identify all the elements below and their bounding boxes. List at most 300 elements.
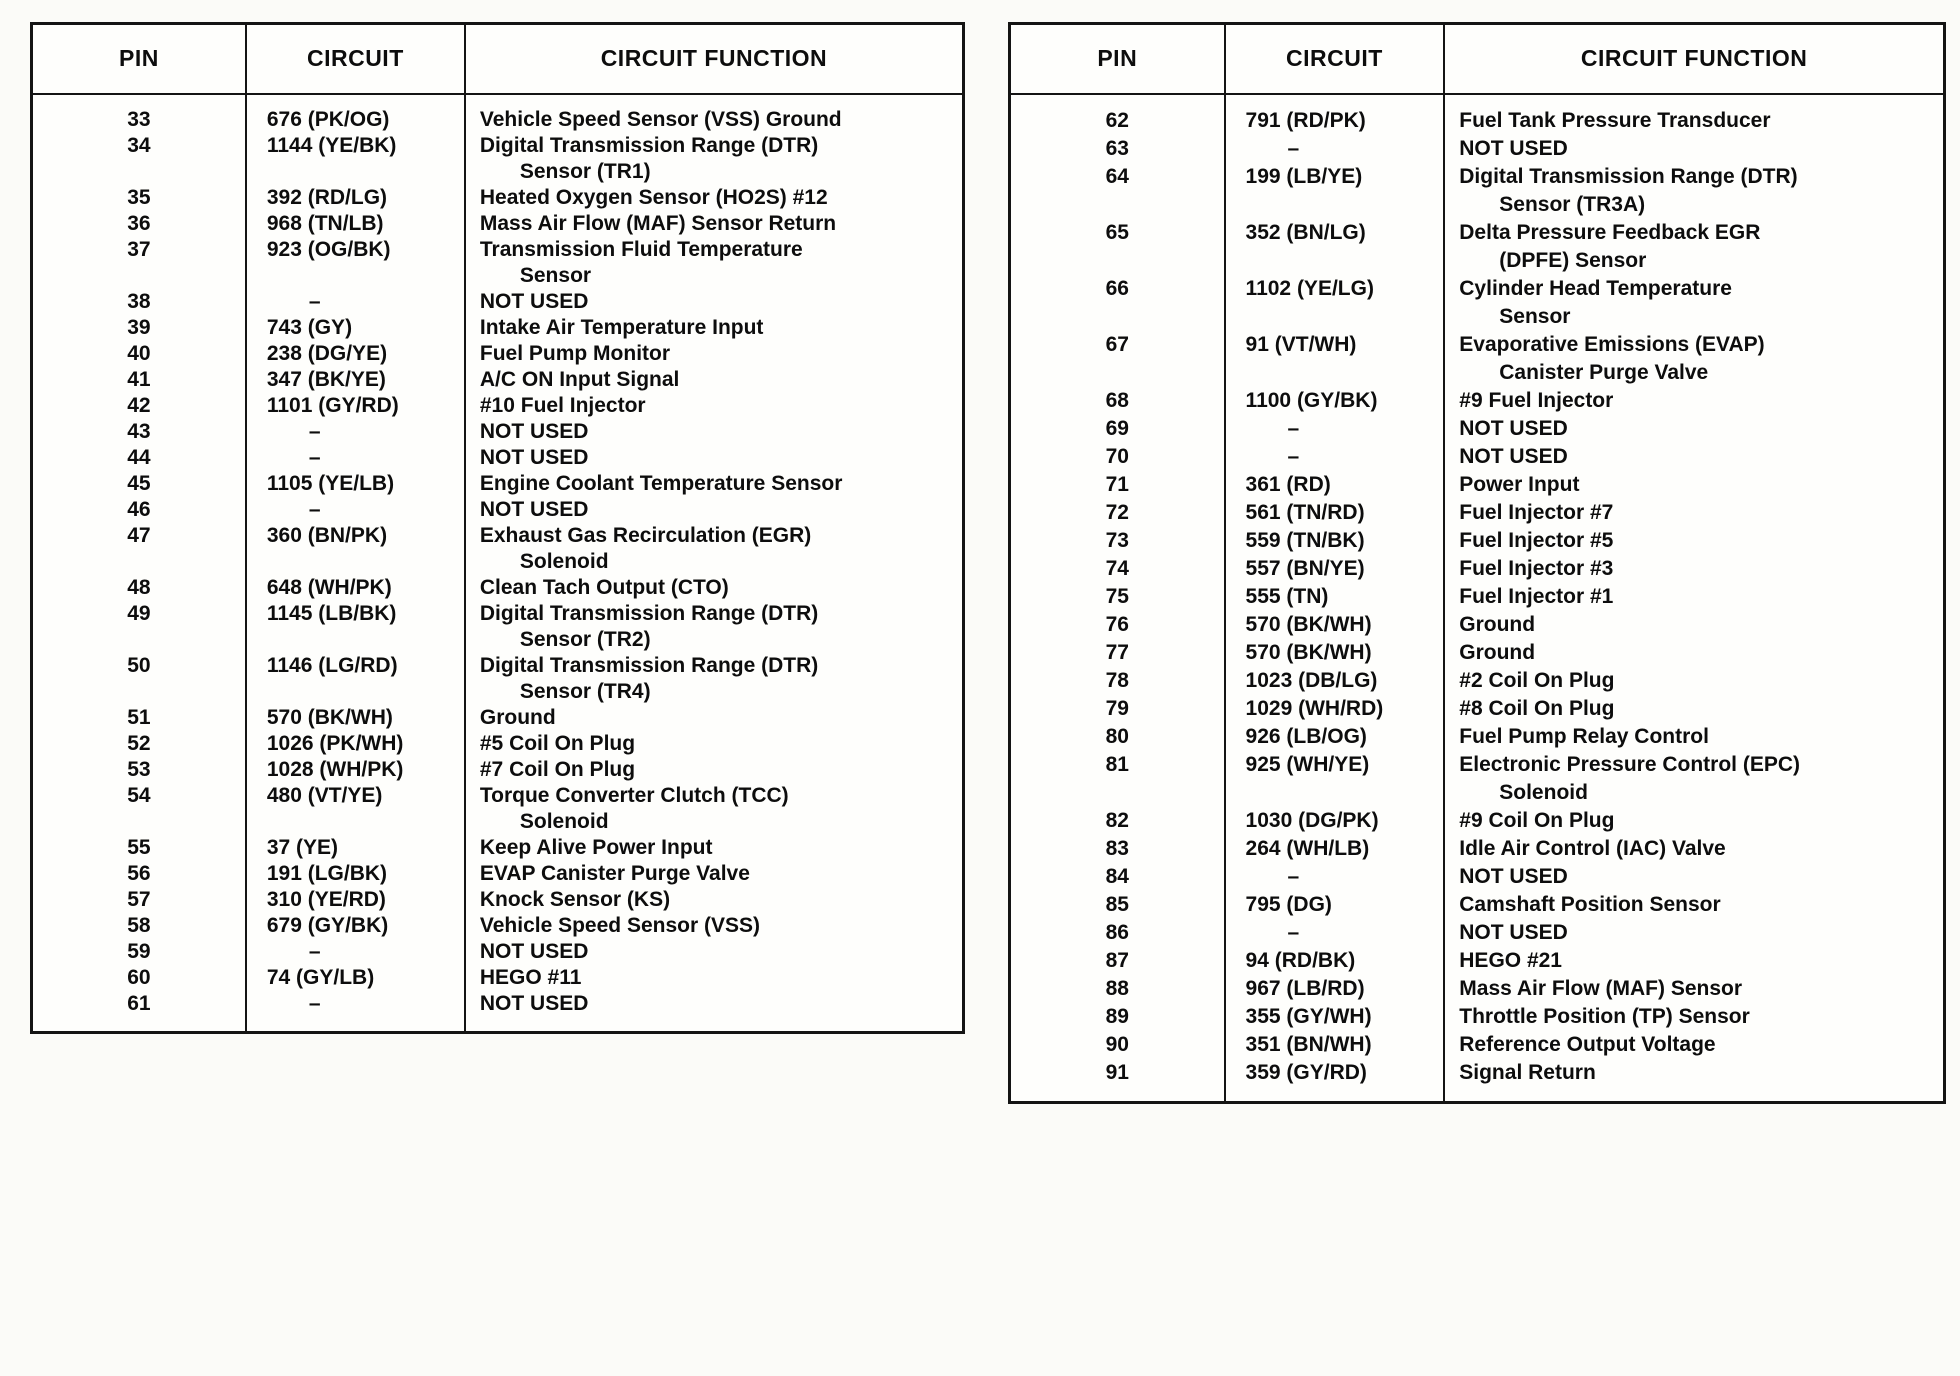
circuit-id: 559 (TN/BK) <box>1225 527 1445 555</box>
circuit-id: – <box>1225 919 1445 947</box>
pin-number: 73 <box>1010 527 1225 555</box>
pin-number: 59 <box>32 939 246 965</box>
pin-number: 90 <box>1010 1031 1225 1059</box>
pin-row <box>1010 1059 1945 1103</box>
pin-number: 82 <box>1010 807 1225 835</box>
pin-table-right <box>1008 22 1946 1104</box>
pin-row <box>32 211 964 237</box>
circuit-function-line: HEGO #11 <box>479 965 582 989</box>
pin-row <box>1010 94 1945 135</box>
circuit-function-line: Fuel Tank Pressure Transducer <box>1459 108 1771 132</box>
pin-number: 45 <box>32 471 246 497</box>
pin-number: 61 <box>32 991 246 1033</box>
circuit-function-line: Transmission Fluid Temperature <box>479 237 803 261</box>
pin-row <box>1010 611 1945 639</box>
pin-number: 62 <box>1010 94 1225 135</box>
pin-row <box>32 783 964 835</box>
circuit-function <box>465 705 964 731</box>
circuit-id: 392 (RD/LG) <box>246 185 465 211</box>
circuit-function <box>1444 1031 1944 1059</box>
pin-row <box>32 887 964 913</box>
pin-row <box>1010 639 1945 667</box>
circuit-id: – <box>246 991 465 1033</box>
circuit-function <box>1444 807 1944 835</box>
circuit-function-line: Clean Tach Output (CTO) <box>479 575 729 599</box>
circuit-id: 570 (BK/WH) <box>246 705 465 731</box>
circuit-function-continuation-line: Sensor <box>1499 304 1571 328</box>
circuit-id: 91 (VT/WH) <box>1225 331 1445 387</box>
pin-number: 78 <box>1010 667 1225 695</box>
circuit-function-line: HEGO #21 <box>1459 948 1562 972</box>
pin-number: 41 <box>32 367 246 393</box>
pin-row <box>1010 947 1945 975</box>
circuit-function <box>465 835 964 861</box>
pin-row <box>1010 863 1945 891</box>
circuit-id: 1029 (WH/RD) <box>1225 695 1445 723</box>
circuit-function-line: #2 Coil On Plug <box>1459 668 1615 692</box>
pin-number: 33 <box>32 94 246 133</box>
pin-row <box>32 133 964 185</box>
circuit-function <box>1444 723 1944 751</box>
pin-row <box>32 367 964 393</box>
column-header-circuit: CIRCUIT <box>1225 24 1445 94</box>
circuit-function <box>1444 415 1944 443</box>
circuit-id: – <box>246 419 465 445</box>
circuit-function-continuation-line: (DPFE) Sensor <box>1499 248 1647 272</box>
circuit-function <box>1444 695 1944 723</box>
circuit-function-line: Digital Transmission Range (DTR) <box>1459 164 1798 188</box>
circuit-function-continuation-line: Canister Purge Valve <box>1499 360 1709 384</box>
pin-row <box>1010 919 1945 947</box>
circuit-id: – <box>1225 135 1445 163</box>
pin-number: 69 <box>1010 415 1225 443</box>
pin-row <box>1010 443 1945 471</box>
circuit-function-line: Fuel Injector #1 <box>1459 584 1614 608</box>
pin-row <box>1010 555 1945 583</box>
circuit-function <box>465 471 964 497</box>
circuit-function-line: Fuel Injector #3 <box>1459 556 1614 580</box>
circuit-function <box>1444 583 1944 611</box>
circuit-id: 360 (BN/PK) <box>246 523 465 575</box>
circuit-id: 679 (GY/BK) <box>246 913 465 939</box>
pin-number: 77 <box>1010 639 1225 667</box>
pin-row <box>32 523 964 575</box>
circuit-function-line: Intake Air Temperature Input <box>479 315 764 339</box>
circuit-function <box>465 913 964 939</box>
pin-number: 47 <box>32 523 246 575</box>
pin-row <box>32 341 964 367</box>
pin-number: 39 <box>32 315 246 341</box>
pin-number: 85 <box>1010 891 1225 919</box>
circuit-function <box>1444 1003 1944 1031</box>
circuit-function <box>1444 443 1944 471</box>
pin-number: 79 <box>1010 695 1225 723</box>
circuit-id: 570 (BK/WH) <box>1225 639 1445 667</box>
pin-number: 56 <box>32 861 246 887</box>
pin-number: 34 <box>32 133 246 185</box>
pin-row <box>1010 807 1945 835</box>
circuit-function-line: NOT USED <box>479 289 589 313</box>
circuit-id: 555 (TN) <box>1225 583 1445 611</box>
pin-row <box>32 185 964 211</box>
circuit-id: 1026 (PK/WH) <box>246 731 465 757</box>
circuit-function-line: EVAP Canister Purge Valve <box>479 861 750 885</box>
circuit-id: 791 (RD/PK) <box>1225 94 1445 135</box>
header-row <box>1010 24 1945 94</box>
pin-number: 67 <box>1010 331 1225 387</box>
circuit-function-line: Fuel Pump Relay Control <box>1459 724 1709 748</box>
pin-number: 48 <box>32 575 246 601</box>
circuit-function-line: #5 Coil On Plug <box>479 731 636 755</box>
circuit-function-line: Idle Air Control (IAC) Valve <box>1459 836 1726 860</box>
circuit-function-continuation-line: Sensor <box>519 263 592 287</box>
circuit-function-line: Heated Oxygen Sensor (HO2S) #12 <box>479 185 828 209</box>
pin-row <box>32 653 964 705</box>
circuit-id: 967 (LB/RD) <box>1225 975 1445 1003</box>
circuit-function <box>465 393 964 419</box>
circuit-function-line: Evaporative Emissions (EVAP) <box>1459 332 1765 356</box>
pin-row <box>32 393 964 419</box>
pin-row <box>1010 667 1945 695</box>
circuit-function-line: Ground <box>479 705 556 729</box>
circuit-function <box>465 653 964 705</box>
pin-number: 74 <box>1010 555 1225 583</box>
pin-number: 72 <box>1010 499 1225 527</box>
circuit-function-line: NOT USED <box>479 497 589 521</box>
circuit-function-line: Engine Coolant Temperature Sensor <box>479 471 843 495</box>
circuit-function-line: Torque Converter Clutch (TCC) <box>479 783 789 807</box>
pin-number: 68 <box>1010 387 1225 415</box>
pin-number: 66 <box>1010 275 1225 331</box>
circuit-function <box>1444 387 1944 415</box>
pin-row <box>1010 723 1945 751</box>
column-header-function: CIRCUIT FUNCTION <box>1444 24 1944 94</box>
circuit-id: 351 (BN/WH) <box>1225 1031 1445 1059</box>
circuit-id: 925 (WH/YE) <box>1225 751 1445 807</box>
circuit-function <box>465 523 964 575</box>
pin-row <box>1010 835 1945 863</box>
circuit-function-line: Ground <box>1459 612 1536 636</box>
pin-row <box>1010 275 1945 331</box>
pin-number: 80 <box>1010 723 1225 751</box>
circuit-function-line: #9 Coil On Plug <box>1459 808 1615 832</box>
circuit-function-line: Fuel Injector #7 <box>1459 500 1614 524</box>
circuit-id: – <box>1225 443 1445 471</box>
circuit-id: 561 (TN/RD) <box>1225 499 1445 527</box>
circuit-id: 676 (PK/OG) <box>246 94 465 133</box>
circuit-function <box>465 237 964 289</box>
pin-number: 70 <box>1010 443 1225 471</box>
circuit-id: 352 (BN/LG) <box>1225 219 1445 275</box>
circuit-function-line: Fuel Injector #5 <box>1459 528 1614 552</box>
circuit-function <box>465 133 964 185</box>
circuit-id: 1105 (YE/LB) <box>246 471 465 497</box>
pin-row <box>1010 219 1945 275</box>
circuit-function <box>465 757 964 783</box>
circuit-id: 1144 (YE/BK) <box>246 133 465 185</box>
circuit-function <box>465 965 964 991</box>
pin-number: 83 <box>1010 835 1225 863</box>
circuit-function-line: NOT USED <box>479 419 589 443</box>
pin-number: 91 <box>1010 1059 1225 1103</box>
pin-number: 42 <box>32 393 246 419</box>
column-header-pin: PIN <box>1010 24 1225 94</box>
circuit-function-line: #10 Fuel Injector <box>479 393 646 417</box>
circuit-function <box>465 185 964 211</box>
pin-number: 75 <box>1010 583 1225 611</box>
circuit-id: 1023 (DB/LG) <box>1225 667 1445 695</box>
pin-number: 60 <box>32 965 246 991</box>
pin-number: 49 <box>32 601 246 653</box>
pin-number: 43 <box>32 419 246 445</box>
circuit-function-line: Reference Output Voltage <box>1459 1032 1716 1056</box>
circuit-function-line: NOT USED <box>1459 136 1568 160</box>
circuit-function <box>1444 94 1944 135</box>
circuit-function-line: Fuel Pump Monitor <box>479 341 671 365</box>
pin-row <box>32 757 964 783</box>
pin-number: 81 <box>1010 751 1225 807</box>
pin-row <box>32 939 964 965</box>
circuit-function <box>1444 947 1944 975</box>
circuit-id: – <box>246 445 465 471</box>
circuit-function-line: Vehicle Speed Sensor (VSS) Ground <box>479 107 842 131</box>
circuit-function-line: NOT USED <box>479 445 589 469</box>
circuit-id: 359 (GY/RD) <box>1225 1059 1445 1103</box>
circuit-id: 1101 (GY/RD) <box>246 393 465 419</box>
circuit-id: – <box>1225 415 1445 443</box>
circuit-function-line: Vehicle Speed Sensor (VSS) <box>479 913 760 937</box>
circuit-id: 238 (DG/YE) <box>246 341 465 367</box>
circuit-function-line: Ground <box>1459 640 1536 664</box>
column-header-pin: PIN <box>32 24 246 94</box>
circuit-function <box>1444 275 1944 331</box>
circuit-id: 1102 (YE/LG) <box>1225 275 1445 331</box>
circuit-id: 37 (YE) <box>246 835 465 861</box>
pin-row <box>1010 751 1945 807</box>
circuit-function <box>1444 667 1944 695</box>
circuit-id: – <box>246 497 465 523</box>
pin-number: 40 <box>32 341 246 367</box>
pin-row <box>1010 1003 1945 1031</box>
circuit-function <box>1444 975 1944 1003</box>
pin-row <box>1010 1031 1945 1059</box>
pin-row <box>32 965 964 991</box>
circuit-function-continuation-line: Sensor (TR4) <box>519 679 651 703</box>
circuit-id: – <box>246 939 465 965</box>
circuit-function <box>1444 527 1944 555</box>
circuit-id: 648 (WH/PK) <box>246 575 465 601</box>
circuit-function <box>1444 1059 1944 1103</box>
circuit-function <box>1444 331 1944 387</box>
pin-number: 57 <box>32 887 246 913</box>
pin-table-left <box>30 22 965 1034</box>
circuit-function-line: Camshaft Position Sensor <box>1459 892 1721 916</box>
pin-number: 84 <box>1010 863 1225 891</box>
circuit-id: 480 (VT/YE) <box>246 783 465 835</box>
circuit-function <box>1444 639 1944 667</box>
pin-row <box>1010 135 1945 163</box>
circuit-function-line: NOT USED <box>479 991 589 1015</box>
circuit-id: 347 (BK/YE) <box>246 367 465 393</box>
circuit-function-line: Delta Pressure Feedback EGR <box>1459 220 1761 244</box>
pin-row <box>32 237 964 289</box>
circuit-function <box>465 289 964 315</box>
pin-row <box>32 731 964 757</box>
circuit-id: 1030 (DG/PK) <box>1225 807 1445 835</box>
circuit-function <box>465 315 964 341</box>
pin-row <box>1010 163 1945 219</box>
pin-number: 71 <box>1010 471 1225 499</box>
circuit-function-continuation-line: Sensor (TR2) <box>519 627 651 651</box>
circuit-function <box>465 419 964 445</box>
pin-row <box>32 913 964 939</box>
pin-number: 63 <box>1010 135 1225 163</box>
circuit-function-line: Exhaust Gas Recirculation (EGR) <box>479 523 812 547</box>
pin-number: 88 <box>1010 975 1225 1003</box>
circuit-id: 1028 (WH/PK) <box>246 757 465 783</box>
pin-row <box>32 705 964 731</box>
pin-row <box>32 445 964 471</box>
pin-number: 87 <box>1010 947 1225 975</box>
pin-row <box>32 861 964 887</box>
pin-row <box>32 419 964 445</box>
circuit-id: 199 (LB/YE) <box>1225 163 1445 219</box>
pin-number: 35 <box>32 185 246 211</box>
pin-row <box>32 601 964 653</box>
circuit-function-line: Mass Air Flow (MAF) Sensor Return <box>479 211 837 235</box>
circuit-function <box>465 861 964 887</box>
pin-number: 50 <box>32 653 246 705</box>
circuit-function <box>465 445 964 471</box>
pin-row <box>1010 331 1945 387</box>
circuit-function <box>465 94 964 133</box>
circuit-function-continuation-line: Sensor (TR1) <box>519 159 651 183</box>
pin-number: 58 <box>32 913 246 939</box>
pin-row <box>32 94 964 133</box>
circuit-function-line: Electronic Pressure Control (EPC) <box>1459 752 1801 776</box>
circuit-function-line: #8 Coil On Plug <box>1459 696 1615 720</box>
circuit-id: 968 (TN/LB) <box>246 211 465 237</box>
circuit-function <box>1444 751 1944 807</box>
circuit-id: 310 (YE/RD) <box>246 887 465 913</box>
circuit-id: 570 (BK/WH) <box>1225 611 1445 639</box>
circuit-function-line: NOT USED <box>1459 444 1568 468</box>
pin-row <box>1010 499 1945 527</box>
circuit-function-line: Power Input <box>1459 472 1580 496</box>
circuit-function <box>465 575 964 601</box>
circuit-function-line: #7 Coil On Plug <box>479 757 636 781</box>
circuit-function <box>1444 891 1944 919</box>
pin-number: 54 <box>32 783 246 835</box>
header-row <box>32 24 964 94</box>
circuit-function-continuation-line: Solenoid <box>519 809 609 833</box>
circuit-function-line: Digital Transmission Range (DTR) <box>479 601 819 625</box>
circuit-function-line: Keep Alive Power Input <box>479 835 713 859</box>
circuit-function <box>465 939 964 965</box>
circuit-function-line: Mass Air Flow (MAF) Sensor <box>1459 976 1743 1000</box>
pin-number: 52 <box>32 731 246 757</box>
pin-row <box>32 835 964 861</box>
circuit-id: 361 (RD) <box>1225 471 1445 499</box>
pin-number: 37 <box>32 237 246 289</box>
circuit-function-line: NOT USED <box>1459 416 1568 440</box>
pin-row <box>1010 891 1945 919</box>
circuit-function <box>465 783 964 835</box>
circuit-function <box>1444 219 1944 275</box>
pin-row <box>1010 471 1945 499</box>
circuit-id: – <box>246 289 465 315</box>
circuit-id: 74 (GY/LB) <box>246 965 465 991</box>
circuit-id: 1146 (LG/RD) <box>246 653 465 705</box>
circuit-function-line: A/C ON Input Signal <box>479 367 680 391</box>
pin-row <box>1010 387 1945 415</box>
circuit-function <box>465 341 964 367</box>
circuit-function-line: NOT USED <box>1459 864 1568 888</box>
circuit-function <box>1444 555 1944 583</box>
pin-number: 55 <box>32 835 246 861</box>
circuit-id: – <box>1225 863 1445 891</box>
pin-row <box>32 497 964 523</box>
circuit-function-line: Throttle Position (TP) Sensor <box>1459 1004 1750 1028</box>
circuit-id: 743 (GY) <box>246 315 465 341</box>
circuit-function <box>465 497 964 523</box>
pin-row <box>32 471 964 497</box>
pin-row <box>32 315 964 341</box>
pin-number: 46 <box>32 497 246 523</box>
pin-row <box>32 289 964 315</box>
circuit-function-continuation-line: Sensor (TR3A) <box>1499 192 1646 216</box>
circuit-id: 1145 (LB/BK) <box>246 601 465 653</box>
circuit-id: 94 (RD/BK) <box>1225 947 1445 975</box>
circuit-function <box>1444 471 1944 499</box>
circuit-function <box>465 887 964 913</box>
pin-number: 53 <box>32 757 246 783</box>
circuit-function <box>1444 863 1944 891</box>
circuit-function <box>465 367 964 393</box>
circuit-function-line: NOT USED <box>479 939 589 963</box>
pin-number: 89 <box>1010 1003 1225 1031</box>
circuit-function <box>1444 919 1944 947</box>
circuit-function <box>1444 611 1944 639</box>
circuit-function <box>1444 835 1944 863</box>
pin-row <box>32 575 964 601</box>
circuit-function-line: Digital Transmission Range (DTR) <box>479 133 819 157</box>
pin-row <box>32 991 964 1033</box>
circuit-function-line: Cylinder Head Temperature <box>1459 276 1732 300</box>
circuit-id: 1100 (GY/BK) <box>1225 387 1445 415</box>
circuit-id: 926 (LB/OG) <box>1225 723 1445 751</box>
circuit-function-line: Knock Sensor (KS) <box>479 887 671 911</box>
circuit-function-line: Signal Return <box>1459 1060 1596 1084</box>
circuit-function-continuation-line: Solenoid <box>1499 780 1588 804</box>
circuit-id: 191 (LG/BK) <box>246 861 465 887</box>
circuit-function <box>465 601 964 653</box>
column-header-circuit: CIRCUIT <box>246 24 465 94</box>
pin-row <box>1010 527 1945 555</box>
circuit-function <box>1444 163 1944 219</box>
circuit-function <box>1444 499 1944 527</box>
circuit-id: 264 (WH/LB) <box>1225 835 1445 863</box>
pin-number: 36 <box>32 211 246 237</box>
pin-number: 38 <box>32 289 246 315</box>
pin-number: 65 <box>1010 219 1225 275</box>
pin-number: 76 <box>1010 611 1225 639</box>
pin-number: 44 <box>32 445 246 471</box>
circuit-id: 795 (DG) <box>1225 891 1445 919</box>
pin-number: 64 <box>1010 163 1225 219</box>
circuit-function <box>465 991 964 1033</box>
circuit-function-line: Digital Transmission Range (DTR) <box>479 653 819 677</box>
